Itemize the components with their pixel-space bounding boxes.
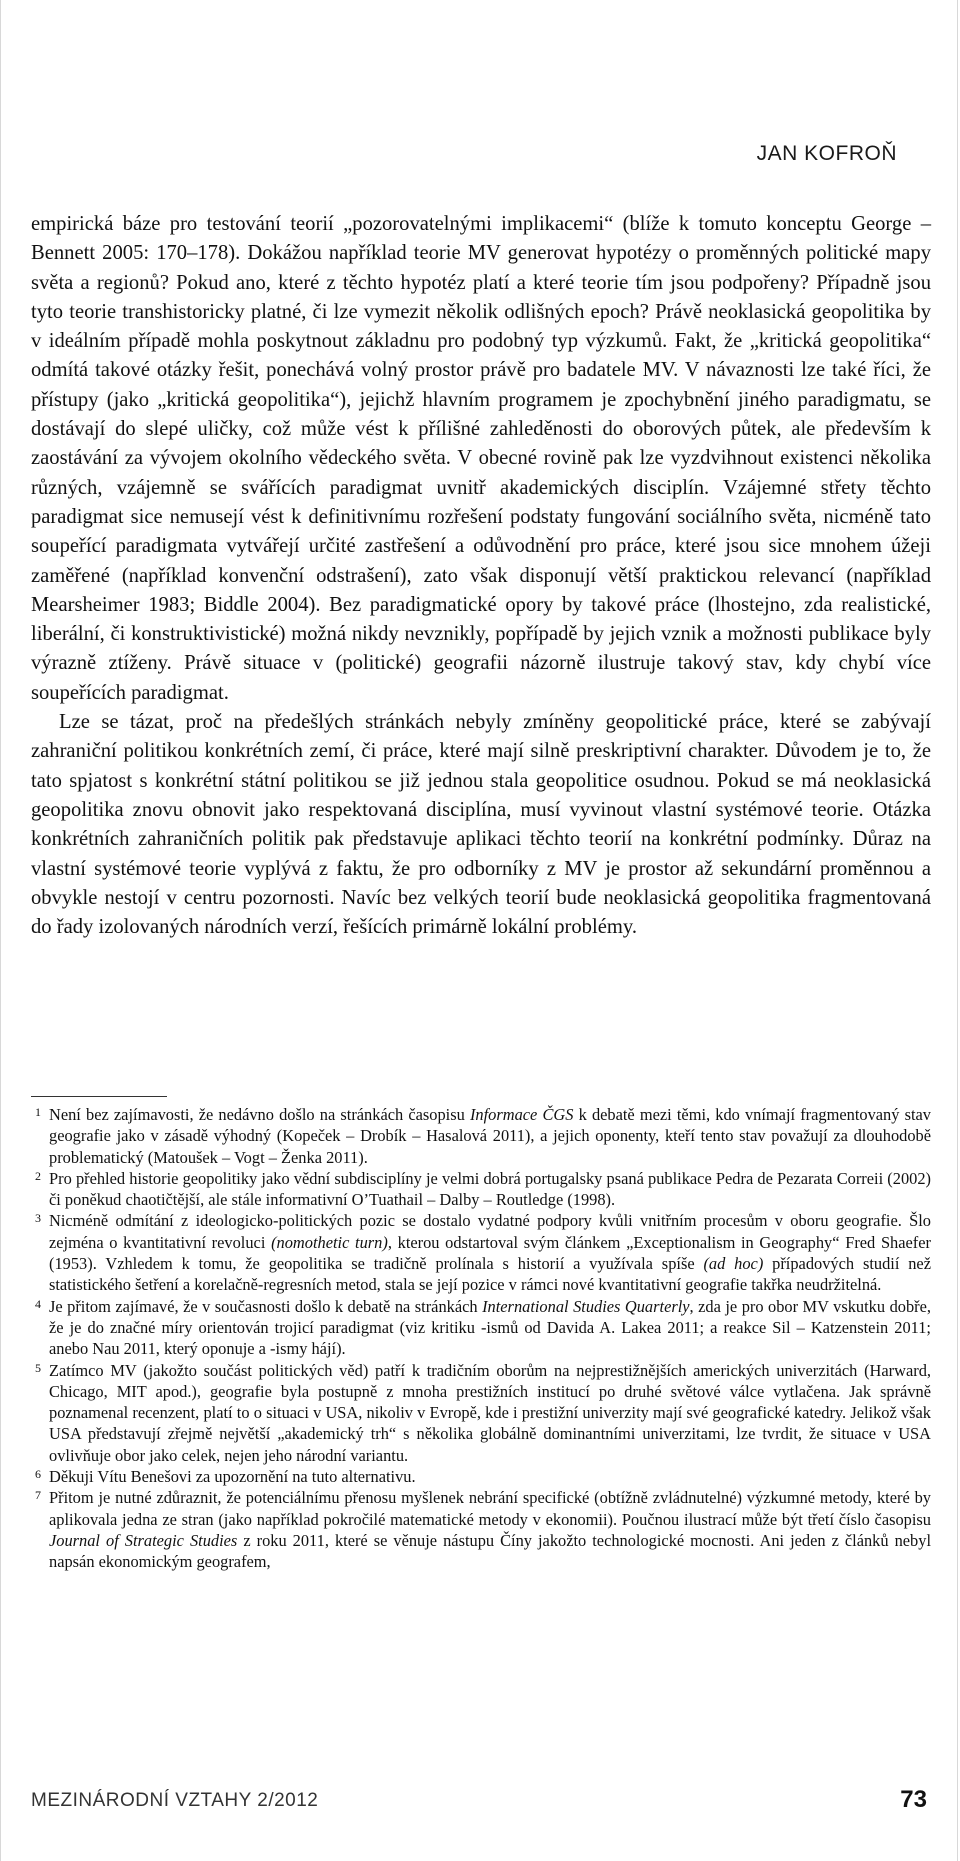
footnote-text: Zatímco MV (jakožto součást politických věd) patří k tradičním oborům na nejprestižnějších amerických univerzitách (Harward, Chicago, MIT apod.), geografie byla postupně z mnoha prestižních institucí po druhé světové válce vytlačena. Jak správně poznamenal recenzent, platí to o situaci v USA, nikoliv v Evropě, kde i prestižní univerzity mají své geografické katedry. Jelikož však USA představují zřejmě největší „akademický trh“ s několika globálně dominantními univerzitami, lze tvrdit, že situace v USA ovlivňuje obor jako celek, nejen jeho národní variantu. [49, 1360, 931, 1465]
footnote-number: 7 [35, 1488, 41, 1503]
body-paragraph: Lze se tázat, proč na předešlých stránkách nebyly zmíněny geopolitické práce, které se zabývají zahraniční politikou konkrétních zemí, či práce, které mají silně preskriptivní charakter. Důvodem je to, že tato spjatost s konkrétní státní politikou se již jednou stala geopolitice osudnou. Pokud se má neoklasická geopolitika znovu obnovit jako respektovaná disciplína, musí vyvinout vlastní systémové teorie. Otázka konkrétních zahraničních politik pak představuje aplikaci těchto teorií na konkrétní podmínky. Důraz na vlastní systémové teorie vyplývá z faktu, že pro odborníky z MV je prostor až sekundární proměnnou a obvykle nestojí v centru pozornosti. Navíc bez velkých teorií bude neoklasická geopolitika fragmentovaná do řady izolovaných národních verzí, řešících primárně lokální problémy. [31, 711, 931, 939]
footnote [31, 1104, 931, 1168]
footnote-italic: Informace ČGS [469, 1105, 574, 1124]
footnote-italic: (nomothetic turn) [271, 1232, 388, 1252]
footnote-text: Děkuji Vítu Benešovi za upozornění na tuto alternativu. [49, 1467, 416, 1487]
footnote [31, 1296, 931, 1360]
footnote-text: Přitom je nutné zdůraznit, že potenciálnímu přenosu myšlenek nebrání specifické (obtížně zvládnutelné) výzkumné metody, které by aplikovala jedna ze stran (jako například pokročilé matematické metody v ekonomii). Poučnou ilustrací může být třetí číslo časopisu [49, 1488, 931, 1529]
footnote-text: z roku 2011, které se věnuje nástupu Číny jakožto technologické mocnosti. Ani jeden z článků nebyl napsán ekonomickým geografem, [49, 1530, 932, 1572]
footnote [31, 1487, 931, 1572]
footnote-italic: Journal of Strategic Studies [49, 1530, 238, 1550]
footnote-italic: (ad hoc) [703, 1254, 764, 1274]
footnote-number: 6 [35, 1467, 41, 1482]
footnote [31, 1466, 931, 1487]
footnote-text: Není bez zajímavosti, že nedávno došlo na stránkách časopisu [49, 1105, 470, 1124]
footnote-separator [31, 1096, 167, 1097]
footer-journal-name: MEZINÁRODNÍ VZTAHY 2/2012 [31, 1790, 319, 1811]
footnote-text: Je přitom zajímavé, že v současnosti došlo k debatě na stránkách [49, 1296, 483, 1316]
main-text [31, 210, 931, 942]
footnote [31, 1210, 931, 1295]
footnote-number: 5 [35, 1360, 41, 1375]
footnote-italic: International Studies Quarterly [482, 1296, 690, 1316]
footnote-number: 4 [35, 1296, 41, 1311]
page-number: 73 [900, 1786, 927, 1813]
running-header-author: JAN KOFROŇ [756, 142, 897, 165]
footnote-text: , zda je pro obor MV vskutku dobře, že je do značné míry orientován trojicí paradigmat (viz kritiku -ismů od Davida A. Lakea 2011; a reakce Sil – Katzenstein 2011; anebo Nau 2011, který oponuje a -ismy hájí). [49, 1296, 931, 1359]
footnote [31, 1360, 931, 1466]
body-paragraph: empirická báze pro testování teorií „pozorovatelnými implikacemi“ (blíže k tomuto konceptu George – Bennett 2005: 170–178). Dokážou například teorie MV generovat hypotézy o proměnných politické mapy světa a regionů? Pokud ano, které z těchto hypotéz platí a které teorie tím jsou podpořeny? Případně jsou tyto teorie transhistoricky platné, či lze vymezit několik odlišných epoch? Právě neoklasická geopolitika by v ideálním případě mohla poskytnout základnu pro podobný typ výzkumů. Fakt, že „kritická geopolitika“ odmítá takové otázky řešit, ponechává volný prostor právě pro badatele MV. V návaznosti lze také říci, že přístupy (jako „kritická geopolitika“), jejichž hlavním programem je zpochybnění jiného paradigmatu, se dostávají do slepé uličky, což může vést k přílišné zahleděnosti do oborových půtek, ale především k zaostávání za vývojem okolního vědeckého světa. V obecné rovině pak lze vyzdvihnout existenci několika různých, vzájemně se svářících paradigmat uvnitř akademických disciplín. Vzájemné střety těchto paradigmat sice nemusejí vést k definitivnímu rozřešení podstaty fungování sociálního světa, nicméně tato soupeřící paradigmata vytvářejí určité zastřešení a odůvodnění pro práce, které jsou sice mnohem úžeji zaměřené (například konvenční odstrašení), zato však disponují větší praktickou relevancí (například Mearsheimer 1983; Biddle 2004). Bez paradigmatické opory by takové práce (lhostejno, zda realistické, liberální, či konstruktivistické) možná nikdy nevznikly, popřípadě by jejich vznik a možnosti publikace byly výrazně ztíženy. Právě situace v (politické) geografii názorně ilustruje takový stav, kdy chybí více soupeřících paradigmat. [31, 213, 931, 704]
footnote-number: 3 [35, 1211, 41, 1226]
footnote-text: Nicméně odmítání z ideologicko-politických pozic se dostalo vydatné podpory kvůli vnitřním procesům v oboru geografie. Šlo zejména o kvantitativní revoluci [49, 1211, 931, 1252]
footnote-number: 2 [35, 1168, 41, 1183]
footnote-text: případových studií než statistického šetření a korelačně-regresních metod, stala se její pozice v rámci nové kvantitativní geografie takřka neudržitelná. [49, 1254, 931, 1295]
footnote-text: Pro přehled historie geopolitiky jako vědní subdisciplíny je velmi dobrá portugalsky psaná publikace Pedra de Pezarata Correii (2002) či poněkud chaotičtější, ale stále informativní O’Tuathail – Dalby – Routledge (1998). [49, 1168, 931, 1210]
footnote-text: , kterou odstartoval svým článkem „Exceptionalism in Geography“ Fred Shaefer (1953). Vzhledem k tomu, že geopolitika se tradičně prolínala s historií a využívala spíše [49, 1232, 931, 1274]
footnote [31, 1168, 931, 1211]
footnote-text: k debatě mezi těmi, kdo vnímají fragmentovaný stav geografie jako v zásadě výhodný (Kopeček – Drobík – Hasalová 2011), a jejich oponenty, kteří tento stav považují za dlouhodobě problematický (Matoušek – Vogt – Ženka 2011). [49, 1105, 931, 1167]
footnote-number: 1 [35, 1105, 41, 1119]
footnotes [31, 1104, 931, 1573]
